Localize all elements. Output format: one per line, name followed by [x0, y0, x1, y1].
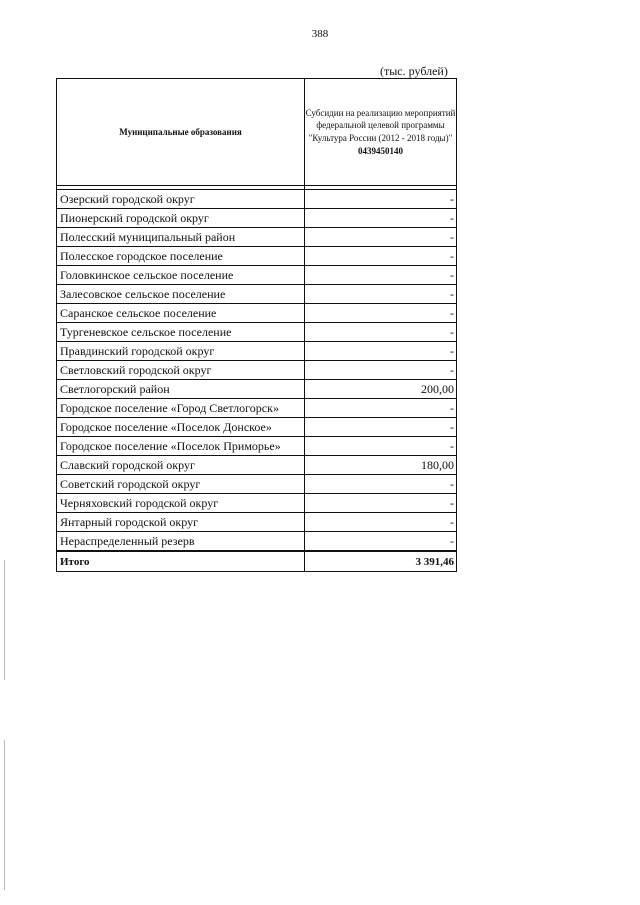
municipality-name-cell: Светловский городской округ	[57, 361, 305, 380]
subsidy-amount-cell: -	[305, 190, 457, 209]
column-header-subsidies	[305, 79, 457, 186]
column-header-subsidies-title: Субсидии на реализацию мероприятий федеральной целевой программы "Культура России (2012 - 2018 годы)"	[305, 108, 456, 143]
subsidy-amount-cell: -	[305, 266, 457, 285]
subsidy-amount-cell: -	[305, 532, 457, 552]
total-label-cell: Итого	[57, 551, 305, 572]
table-row	[57, 399, 457, 418]
table-row	[57, 285, 457, 304]
subsidy-amount-cell: -	[305, 399, 457, 418]
municipality-name-cell: Правдинский городской округ	[57, 342, 305, 361]
subsidy-amount-cell: -	[305, 342, 457, 361]
municipality-name-cell: Пионерский городской округ	[57, 209, 305, 228]
municipality-name-cell: Городское поселение «Поселок Приморье»	[57, 437, 305, 456]
table-row	[57, 475, 457, 494]
table-row	[57, 304, 457, 323]
subsidy-amount-cell: -	[305, 361, 457, 380]
subsidy-amount-cell: -	[305, 209, 457, 228]
table-row	[57, 342, 457, 361]
municipality-name-cell: Славский городской округ	[57, 456, 305, 475]
municipality-name-cell: Городское поселение «Город Светлогорск»	[57, 399, 305, 418]
municipality-name-cell: Светлогорский район	[57, 380, 305, 399]
municipality-name-cell: Залесовское сельское поселение	[57, 285, 305, 304]
municipality-name-cell: Городское поселение «Поселок Донское»	[57, 418, 305, 437]
table-row	[57, 209, 457, 228]
subsidy-amount-cell: -	[305, 247, 457, 266]
municipality-name-cell: Саранское сельское поселение	[57, 304, 305, 323]
municipality-name-cell: Озерский городской округ	[57, 190, 305, 209]
table-header	[57, 79, 457, 186]
page-number: 388	[311, 28, 329, 40]
subsidy-amount-cell: -	[305, 418, 457, 437]
table-row	[57, 437, 457, 456]
units-label: (тыс. рублей)	[380, 64, 448, 78]
total-row	[57, 551, 457, 572]
table-row	[57, 418, 457, 437]
table-body	[57, 186, 457, 572]
table-row	[57, 323, 457, 342]
municipality-name-cell: Черняховский городской округ	[57, 494, 305, 513]
municipality-name-cell: Полесский муниципальный район	[57, 228, 305, 247]
municipality-name-cell: Тургеневское сельское поселение	[57, 323, 305, 342]
subsidy-amount-cell: -	[305, 475, 457, 494]
subsidy-amount-cell: -	[305, 513, 457, 532]
scan-margin-mark	[4, 560, 5, 680]
subsidy-amount-cell: -	[305, 437, 457, 456]
subsidy-amount-cell: 180,00	[305, 456, 457, 475]
subsidy-amount-cell: -	[305, 285, 457, 304]
column-header-municipalities: Муниципальные образования	[57, 79, 305, 186]
municipality-name-cell: Головкинское сельское поселение	[57, 266, 305, 285]
table-row	[57, 266, 457, 285]
subsidy-table	[56, 78, 457, 572]
budget-code: 0439450140	[358, 145, 403, 156]
municipality-name-cell: Нераспределенный резерв	[57, 532, 305, 552]
table-row	[57, 247, 457, 266]
subsidy-amount-cell: -	[305, 228, 457, 247]
table-row	[57, 361, 457, 380]
subsidy-table-container	[56, 78, 456, 572]
municipality-name-cell: Полесское городское поселение	[57, 247, 305, 266]
municipality-name-cell: Янтарный городской округ	[57, 513, 305, 532]
subsidy-amount-cell: -	[305, 323, 457, 342]
table-row	[57, 380, 457, 399]
table-row	[57, 513, 457, 532]
municipality-name-cell: Советский городской округ	[57, 475, 305, 494]
subsidy-amount-cell: -	[305, 304, 457, 323]
scan-margin-mark	[4, 740, 5, 890]
total-amount-cell: 3 391,46	[305, 551, 457, 572]
table-row	[57, 456, 457, 475]
table-row	[57, 532, 457, 552]
table-row	[57, 190, 457, 209]
subsidy-amount-cell: -	[305, 494, 457, 513]
table-row	[57, 494, 457, 513]
table-row	[57, 228, 457, 247]
subsidy-amount-cell: 200,00	[305, 380, 457, 399]
